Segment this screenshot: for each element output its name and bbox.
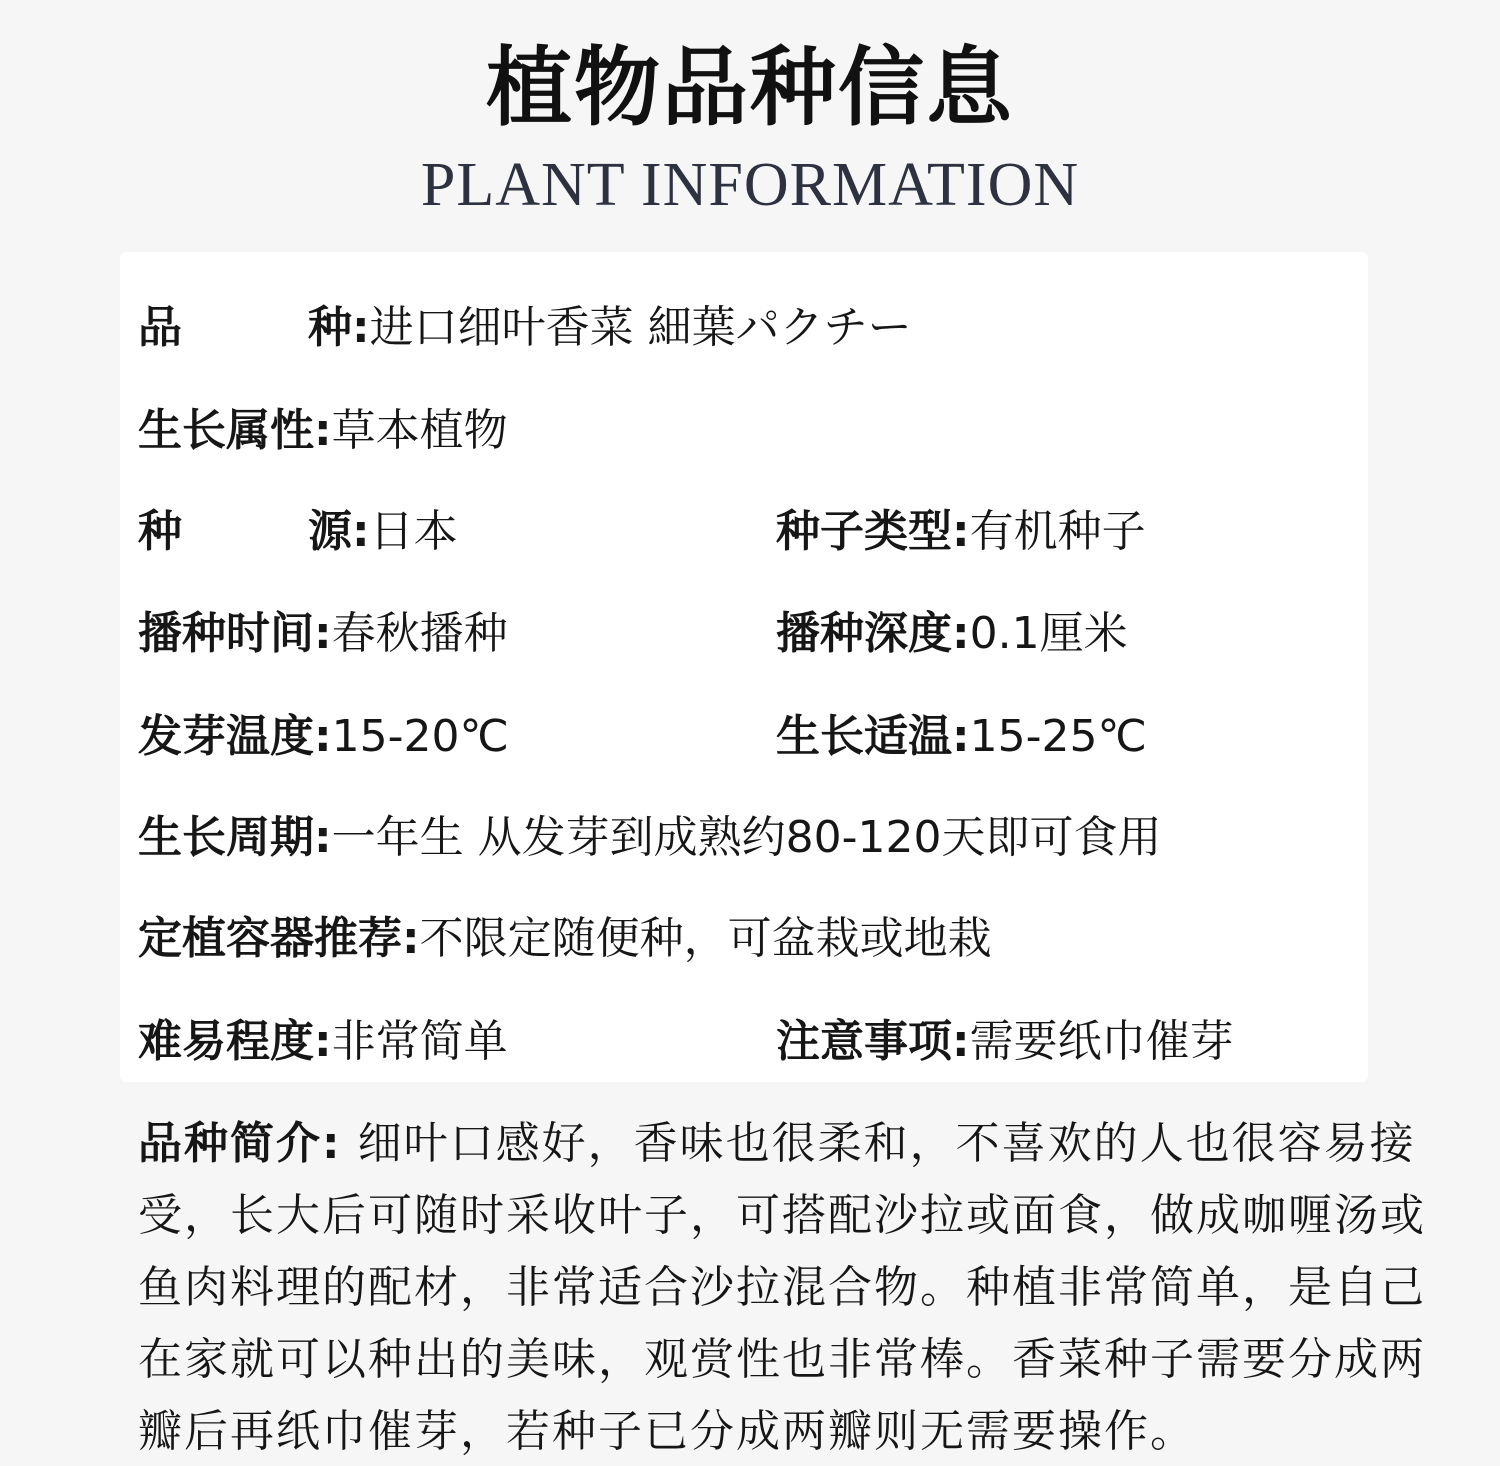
container-label: 定植容器推荐 [138,913,402,964]
notes-label: 注意事项 [776,1016,952,1067]
colon: : [952,711,970,762]
germination-temp-label: 发芽温度 [138,711,314,762]
colon: : [314,608,332,659]
difficulty-row [138,1010,508,1074]
colon: : [352,506,370,557]
notes-row [776,1010,1234,1074]
difficulty-label: 难易程度 [138,1016,314,1067]
sowing-time-value: 春秋播种 [331,608,508,659]
seed-type-value: 有机种子 [969,506,1146,557]
colon: : [314,812,332,863]
colon: : [402,913,420,964]
growth-attr-value: 草本植物 [331,405,508,456]
colon: : [352,302,370,353]
origin-value: 日本 [369,506,458,557]
germination-temp-value: 15-20℃ [331,711,509,762]
variety-intro [138,1108,1468,1466]
colon: : [952,506,970,557]
growth-cycle-row [138,806,1161,870]
container-row [138,907,992,971]
intro-text: 细叶口感好，香味也很柔和，不喜欢的人也很容易接受，长大后可随时采收叶子，可搭配沙拉或面食，做成咖喱汤或鱼肉料理的配材，非常适合沙拉混合物。种植非常简单，是自己在家就可以种出的美味，观赏性也非常棒。香菜种子需要分成两瓣后再纸巾催芽，若种子已分成两瓣则无需要操作。 [138,1118,1426,1457]
sowing-depth-value: 0.1厘米 [969,608,1128,659]
growth-attr-label: 生长属性 [138,405,314,456]
notes-value: 需要纸巾催芽 [969,1016,1234,1067]
seed-type-label: 种子类型 [776,506,952,557]
variety-row [138,296,912,360]
page-subtitle: PLANT INFORMATION [420,151,1080,219]
sowing-depth-row [776,602,1128,666]
growth-attr-row [138,399,508,463]
variety-value: 进口细叶香菜 細葉パクチー [369,302,912,353]
colon: : [314,711,332,762]
sowing-time-label: 播种时间 [138,608,314,659]
page-title: 植物品种信息 [486,38,1014,138]
sowing-time-row [138,602,508,666]
sowing-depth-label: 播种深度 [776,608,952,659]
intro-label: 品种简介: [138,1118,342,1169]
growth-cycle-value: 一年生 从发芽到成熟约80-120天即可食用 [331,812,1162,863]
growth-temp-label: 生长适温 [776,711,952,762]
growth-cycle-label: 生长周期 [138,812,314,863]
seed-type-row [776,500,1146,564]
difficulty-value: 非常简单 [331,1016,508,1067]
origin-row [138,500,458,564]
colon: : [952,608,970,659]
growth-temp-value: 15-25℃ [969,711,1147,762]
variety-label: 品 种 [138,302,352,353]
colon: : [314,405,332,456]
container-value: 不限定随便种，可盆栽或地栽 [419,913,992,964]
colon: : [952,1016,970,1067]
germination-temp-row [138,705,509,769]
origin-label: 种 源 [138,506,352,557]
growth-temp-row [776,705,1147,769]
colon: : [314,1016,332,1067]
